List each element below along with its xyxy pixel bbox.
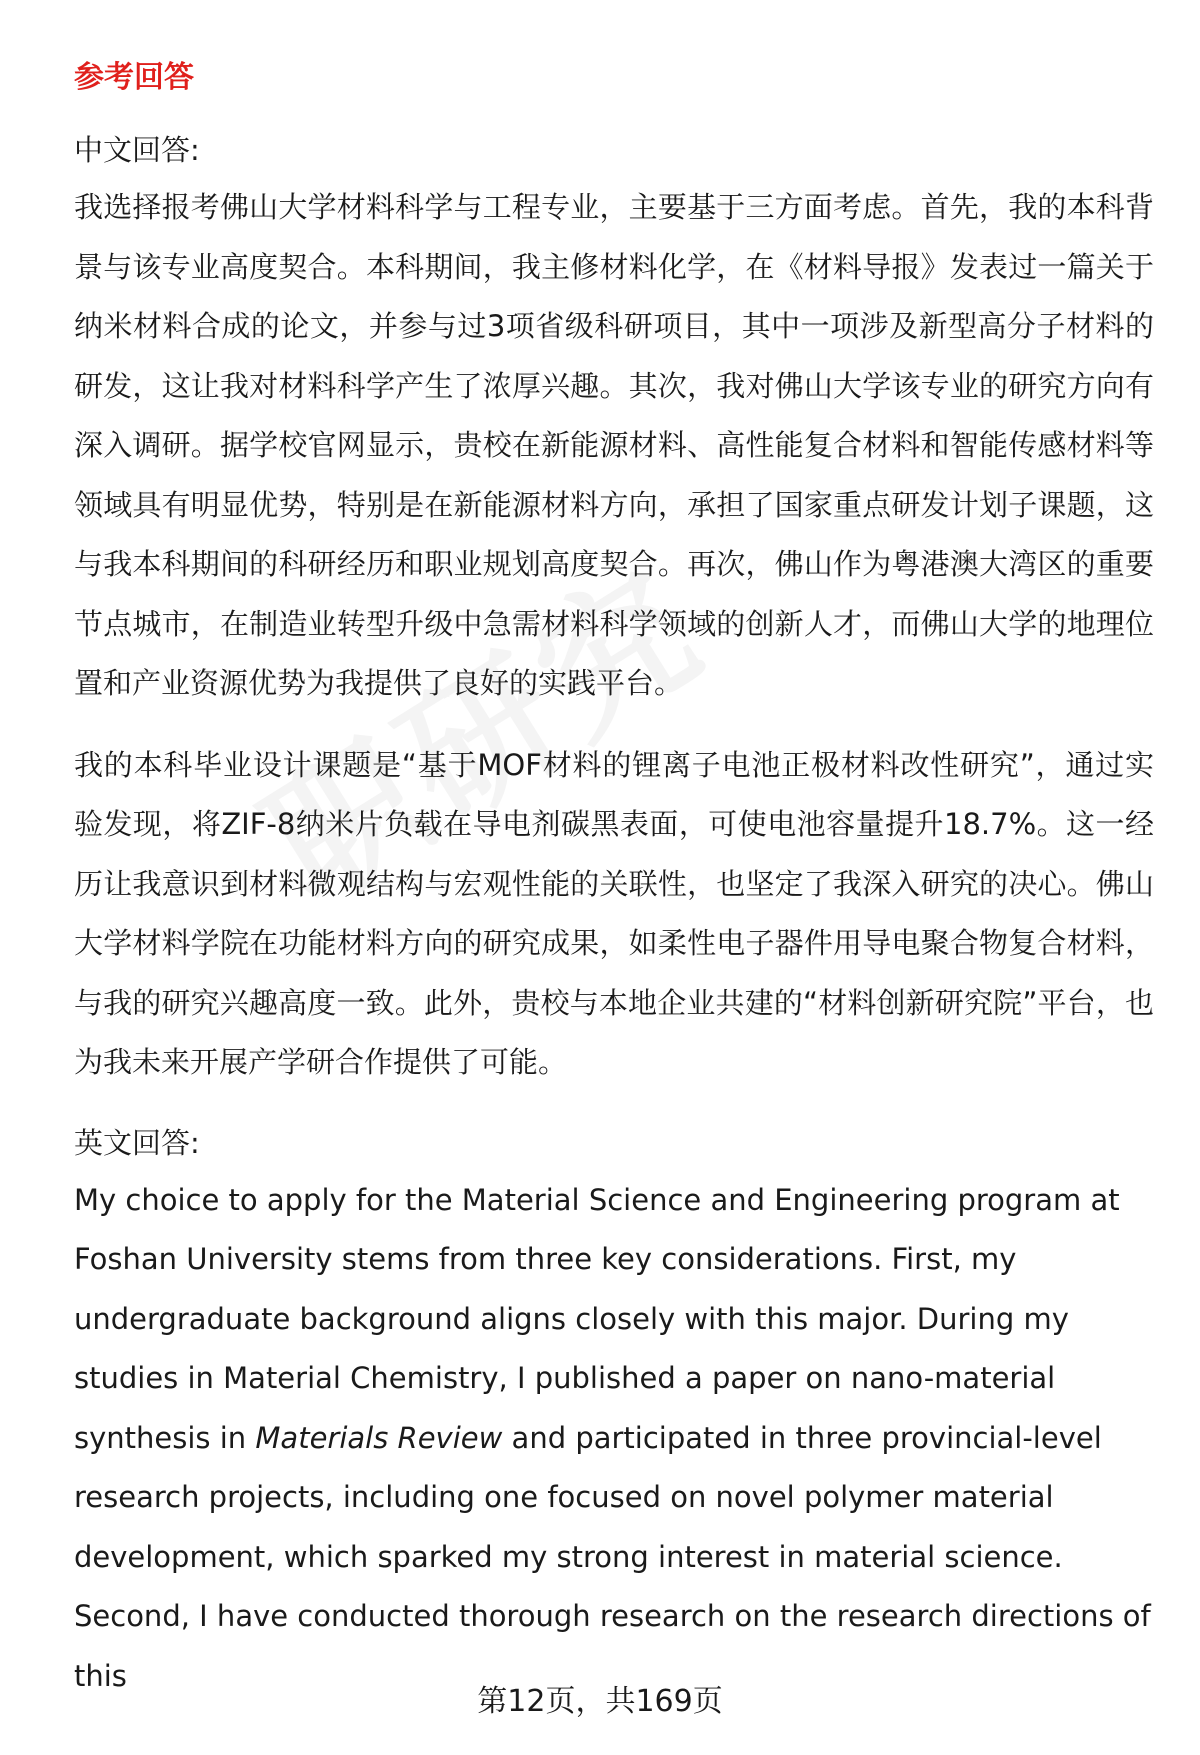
chinese-answer-label: 中文回答: xyxy=(74,133,200,167)
paragraph-gap xyxy=(74,1093,1154,1115)
english-text-part-2: and participated in three provincial-level research projects, including one focused on novel polymer material development, which sparked my strong interest in material science. Second, I have conducted thorough research on the research directions of this xyxy=(74,1420,1151,1693)
chinese-paragraph-2: 我的本科毕业设计课题是“基于MOF材料的锂离子电池正极材料改性研究”，通过实验发现，将ZIF-8纳米片负载在导电剂碳黑表面，可使电池容量提升18.7%。这一经历让我意识到材料微观结构与宏观性能的关联性，也坚定了我深入研究的决心。佛山大学材料学院在功能材料方向的研究成果，如柔性电子器件用导电聚合物复合材料，与我的研究兴趣高度一致。此外，贵校与本地企业共建的“材料创新研究院”平台，也为我未来开展产学研合作提供了可能。 xyxy=(74,747,1154,1079)
english-paragraph xyxy=(74,1171,1154,1707)
english-answer-label: 英文回答: xyxy=(74,1125,200,1160)
document-page xyxy=(74,56,1154,1706)
journal-title-italic: Materials Review xyxy=(255,1420,503,1455)
page-number-footer: 第12页，共169页 xyxy=(477,1684,723,1719)
paragraph-gap xyxy=(74,714,1154,736)
section-heading: 参考回答 xyxy=(74,60,194,95)
chinese-paragraph-1: 我选择报考佛山大学材料科学与工程专业，主要基于三方面考虑。首先，我的本科背景与该专业高度契合。本科期间，我主修材料化学，在《材料导报》发表过一篇关于纳米材料合成的论文，并参与过3项省级科研项目，其中一项涉及新型高分子材料的研发，这让我对材料科学产生了浓厚兴趣。其次，我对佛山大学该专业的研究方向有深入调研。据学校官网显示，贵校在新能源材料、高性能复合材料和智能传感材料等领域具有明显优势，特别是在新能源材料方向，承担了国家重点研发计划子课题，这与我本科期间的科研经历和职业规划高度契合。再次，佛山作为粤港澳大湾区的重要节点城市，在制造业转型升级中急需材料科学领域的创新人才，而佛山大学的地理位置和产业资源优势为我提供了良好的实践平台。 xyxy=(74,190,1154,700)
english-text-part-1: My choice to apply for the Material Science and Engineering program at Foshan University stems from three key considerations. First, my undergraduate background aligns closely with this major. During my studies in Material Chemistry, I published a paper on nano-material synthesis in xyxy=(74,1182,1120,1455)
